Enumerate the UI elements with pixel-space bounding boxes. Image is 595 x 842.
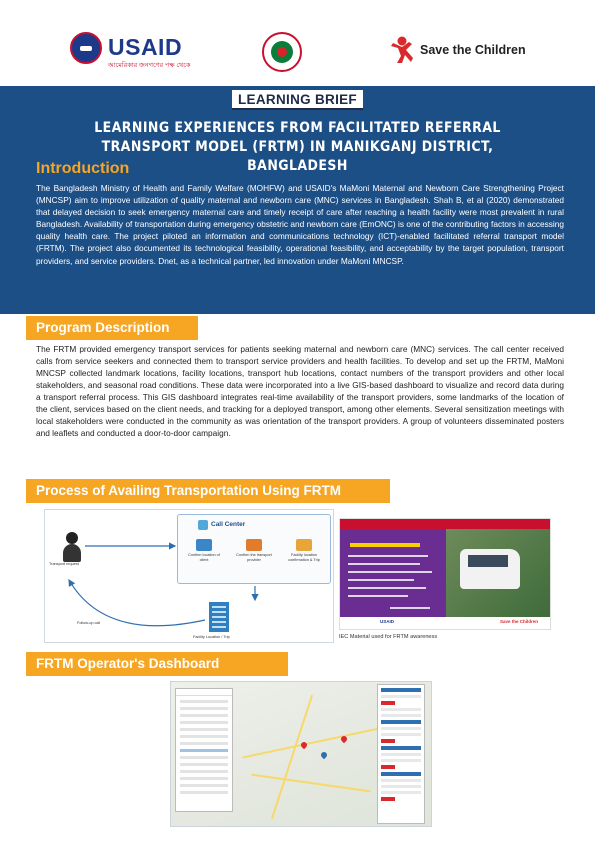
- follow-up-call-label: Follow-up call: [77, 621, 101, 625]
- iec-caption: IEC Material used for FRTM awareness: [339, 634, 438, 640]
- facility-house-icon: [296, 539, 312, 551]
- page-title: LEARNING EXPERIENCES FROM FACILITATED REFERRAL TRANSPORT MODEL (FRTM) IN MANIKGANJ DISTRICT, BANGLADESH: [94, 119, 501, 174]
- dashboard-screenshot: [170, 681, 432, 827]
- step-confirm-location: Confirm location of client: [186, 539, 222, 562]
- usaid-tagline: আমেরিকার জনগণের পক্ষ থেকে: [108, 62, 191, 69]
- program-description-text: The FRTM provided emergency transport services for patients seeking maternal and newborn care (MNC) services. The call center received calls from service seekers and connected them to transport service providers and health facilities. To develop and set up the FRTM, MaMoni MNCSP collected landmark locations, facility locations, transport hub locations, contact numbers of the transport providers and other local stakeholders, and seasonal road conditions. These data were incorporated into a live GIS-based dashboard to visualize and record data during a transport referral process. This GIS dashboard integrates real-time availability of the transport providers, some landmarks of the location of the client, services based on the client needs, and tracking for a deployed transport, among other elements. Several sensitization meetings with local stakeholders were conducted in the community as was orientation of the transport providers. A group of volunteers disseminated posters and leaflets and conducted a door-to-door campaign.: [36, 344, 564, 438]
- call-center-box: [177, 514, 331, 584]
- program-description-heading: Program Description: [26, 316, 198, 340]
- usaid-seal-icon: [70, 32, 102, 64]
- call-center-icon: [198, 520, 208, 530]
- ambulance-van-icon: [460, 549, 520, 589]
- health-facility-icon: [209, 602, 229, 632]
- iec-poster-image: [339, 518, 551, 630]
- dashboard-filter-panel: [175, 688, 233, 812]
- usaid-logo: [70, 32, 190, 70]
- service-seeker-icon: [61, 532, 83, 562]
- usaid-wordmark: USAID: [108, 34, 183, 60]
- bangladesh-government-seal-icon: [262, 32, 302, 72]
- title-banner: [0, 86, 595, 314]
- process-diagram: [44, 509, 334, 643]
- save-the-children-logo: [388, 36, 538, 66]
- call-center-label: Call Center: [211, 521, 246, 528]
- save-the-children-wordmark: Save the Children: [420, 43, 526, 57]
- step-transport-request: Transport request: [49, 562, 79, 566]
- introduction-heading: Introduction: [36, 160, 130, 177]
- step-facility-confirmation: Facility location confirmation & Trip: [286, 539, 322, 562]
- iec-usaid-mini-logo: USAID: [380, 619, 395, 624]
- learning-brief-label: LEARNING BRIEF: [232, 90, 363, 110]
- facility-label: Facility Location / Trip: [193, 635, 230, 639]
- process-heading: Process of Availing Transportation Using FRTM: [26, 479, 390, 503]
- step-confirm-provider: Confirm the transport provider: [236, 539, 272, 562]
- save-the-children-figure-icon: [388, 36, 414, 64]
- hospital-bed-icon: [196, 539, 212, 551]
- ambulance-icon: [246, 539, 262, 551]
- dashboard-heading: FRTM Operator's Dashboard: [26, 652, 288, 676]
- iec-stc-mini-logo: Save the Children: [500, 619, 539, 624]
- dashboard-details-panel: [377, 684, 425, 824]
- logo-header: [0, 0, 595, 86]
- introduction-text: The Bangladesh Ministry of Health and Family Welfare (MOHFW) and USAID's MaMoni Maternal and Newborn Care Strengthening Project (MNCSP) aim to improve utilization of quality maternal and newborn care (MNC) services in Bangladesh. Shah B, et al (2020) demonstrated that delayed decision to seek emergency maternal care and timely receipt of care after reaching a health facility were most prevalent in rural Bangladesh. Availability of transportation during emergency obstetric and newborn care (EmONC) is one of the contributing factors in accessing quality health care. The project piloted an information and communications technology (ICT)-enabled facilitated referral transport model (FRTM). The project also documented its technological feasibility, operational feasibility, and acceptability by the target population, transport providers, and service providers. Dnet, as a technical partner, led innovation under MaMoni MNCSP.: [36, 183, 564, 266]
